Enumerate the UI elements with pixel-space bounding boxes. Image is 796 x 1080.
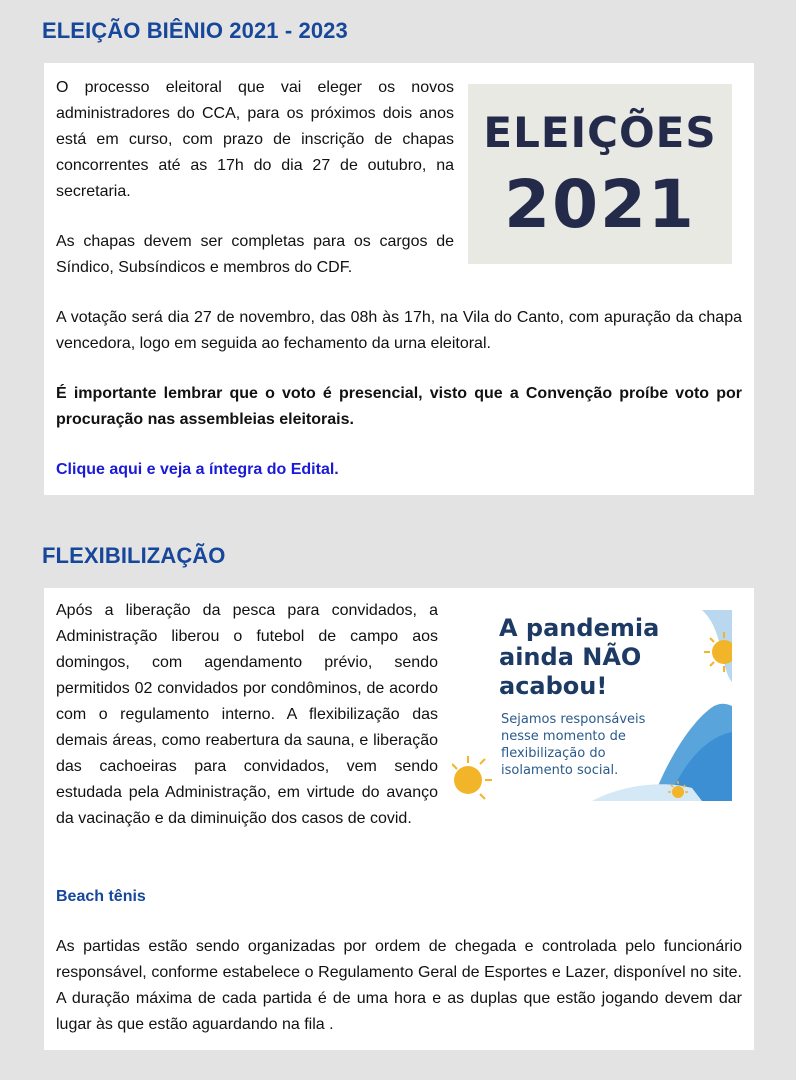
eleicoes-2021-image — [468, 84, 732, 264]
section-title-eleicao: ELEIÇÃO BIÊNIO 2021 - 2023 — [42, 18, 348, 43]
beach-tenis-paragraph: As partidas estão sendo organizadas por ordem de chegada e controlada pelo funcionário responsável, conforme estabelece o Regulamento Geral de Esportes e Lazer, disponível no site. A duração máxima de cada partida é de uma hora e as duplas que estão jogando devem dar lugar às que estão aguardando na fila . — [56, 938, 742, 1033]
subtext-line-3: flexibilização do — [501, 746, 606, 761]
pandemia-subtext — [501, 711, 645, 779]
beach-tenis-heading: Beach tênis — [56, 888, 146, 905]
eleicao-paragraph-2: As chapas devem ser completas para os cargos de Síndico, Subsíndicos e membros do CDF. — [56, 233, 454, 276]
headline-line-3: acabou! — [499, 672, 608, 700]
eleicao-paragraph-3: A votação será dia 27 de novembro, das 08h às 17h, na Vila do Canto, com apuração da chapa vencedora, logo em seguida ao fechamento da urna eleitoral. — [56, 309, 742, 352]
headline-line-1: A pandemia — [499, 614, 660, 642]
pandemia-headline — [499, 614, 659, 701]
image-line-2021: 2021 — [504, 166, 696, 243]
section-title-flexibilizacao: FLEXIBILIZAÇÃO — [42, 543, 226, 568]
headline-line-2: ainda NÃO — [499, 643, 642, 671]
image-line-eleicoes: ELEIÇÕES — [483, 108, 717, 157]
flexibilizacao-paragraph: Após a liberação da pesca para convidados, a Administração liberou o futebol de campo aos domingos, com agendamento prévio, sendo permitidos 02 convidados por condôminos, de acordo com o regulamento interno. A flexibilização das demais áreas, como reabertura da sauna, e liberação das cachoeiras para convidados, vem sendo estudada pela Administração, em virtude do avanço da vacinação e da diminuição dos casos de covid. — [56, 602, 438, 827]
edital-link[interactable]: Clique aqui e veja a íntegra do Edital. — [56, 461, 339, 478]
subtext-line-2: nesse momento de — [501, 729, 626, 744]
eleicao-card — [44, 63, 754, 495]
subtext-line-4: isolamento social. — [501, 763, 619, 778]
pandemia-image — [452, 610, 732, 801]
subtext-line-1: Sejamos responsáveis — [501, 712, 646, 727]
eleicao-notice: É importante lembrar que o voto é presencial, visto que a Convenção proíbe voto por procuração nas assembleias eleitorais. — [56, 385, 742, 428]
eleicao-paragraph-1: O processo eleitoral que vai eleger os novos administradores do CCA, para os próximos dois anos está em curso, com prazo de inscrição de chapas concorrentes até as 17h do dia 27 de outubro, na secretaria. — [56, 79, 454, 200]
flexibilizacao-card — [44, 588, 754, 1050]
